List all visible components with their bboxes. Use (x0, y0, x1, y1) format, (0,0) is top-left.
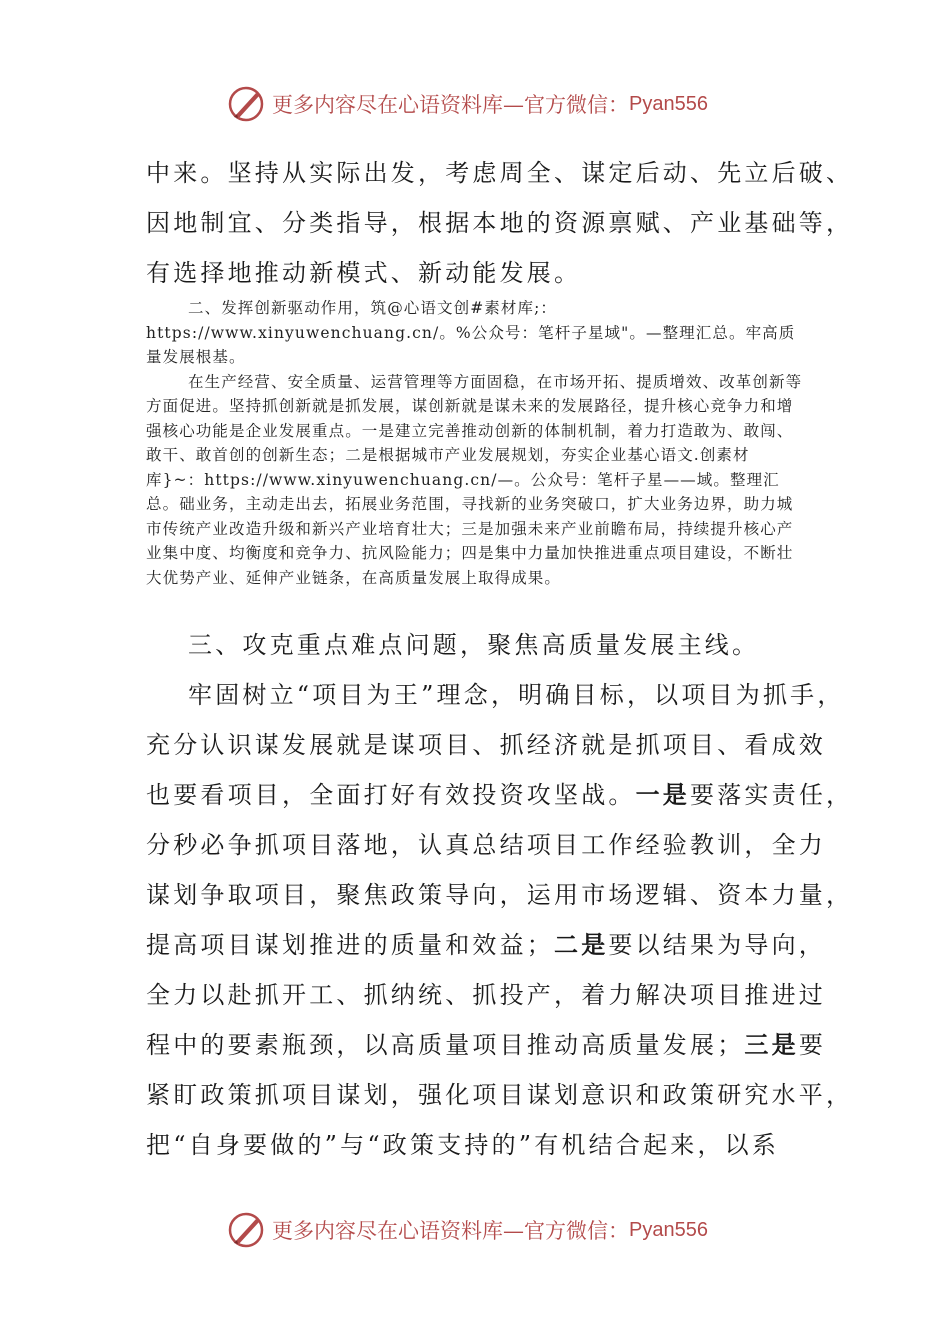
body-line: 把“自身要做的”与“政策支持的”有机结合起来，以系 (146, 1131, 780, 1159)
header-banner (226, 82, 708, 126)
footer-banner-text: 更多内容尽在心语资料库—官方微信： (272, 1219, 629, 1243)
body-line: 全力以赴抓开工、抓纳统、抓投产，着力解决项目推进过 (146, 981, 826, 1009)
emphasis-first: 一是 (635, 780, 691, 809)
body-line: 分秒必争抓项目落地，认真总结项目工作经验教训，全力 (146, 831, 826, 859)
header-banner-brand: Pyan556 (629, 92, 708, 115)
pen-logo-icon (226, 1210, 266, 1250)
footer-banner (226, 1208, 708, 1252)
section3-heading: 三、攻克重点难点问题，聚焦高质量发展主线。 (188, 631, 760, 659)
emphasis-second: 二是 (554, 930, 609, 959)
body-line: 充分认识谋发展就是谋项目、抓经济就是抓项目、看成效 (146, 731, 826, 759)
body-line: 紧盯政策抓项目谋划，强化项目谋划意识和政策研究水平， (146, 1081, 854, 1109)
body-line: 有选择地推动新模式、新动能发展。 (146, 259, 582, 287)
body-line: 也要看项目，全面打好有效投资攻坚战。一是要落实责任， (146, 780, 854, 809)
body-line: 谋划争取项目，聚焦政策导向，运用市场逻辑、资本力量， (146, 881, 854, 909)
body-line: 因地制宜、分类指导，根据本地的资源禀赋、产业基础等， (146, 209, 854, 237)
section2-paragraph-2: 在生产经营、安全质量、运营管理等方面固稳，在市场开拓、提质增效、改革创新等方面促进。坚持抓创新就是抓发展，谋创新就是谋未来的发展路径，提升核心竞争力和增强核心功能是企业发展重点。一是建立完善推动创新的体制机制，着力打造敢为、敢闯、敢干、敢首创的创新生态；二是根据城市产业发展规划，夯实企业基心语文.创素材库}~：https://www.xinyuwenchuang.cn/—。公众号：笔杆子星——域。整理汇总。础业务，主动走出去，拓展业务范围，寻找新的业务突破口，扩大业务边界，助力城市传统产业改造升级和新兴产业培育壮大；三是加强未来产业前瞻布局，持续提升核心产业集中度、均衡度和竞争力、抗风险能力；四是集中力量加快推进重点项目建设，不断壮大优势产业、延伸产业链条，在高质量发展上取得成果。 (146, 372, 803, 587)
body-line: 程中的要素瓶颈，以高质量项目推动高质量发展；三是要 (146, 1030, 827, 1059)
body-line: 提高项目谋划推进的质量和效益；二是要以结果为导向， (146, 930, 827, 959)
section2-paragraph-1: 二、发挥创新驱动作用，筑@心语文创#素材库;：https://www.xinyuwenchuang.cn/。%公众号：笔杆子星域"。—整理汇总。牢高质量发展根基。 (146, 299, 796, 366)
pen-logo-icon (226, 84, 266, 124)
header-banner-text: 更多内容尽在心语资料库—官方微信： (272, 93, 629, 117)
body-line: 中来。坚持从实际出发，考虑周全、谋定后动、先立后破、 (146, 159, 854, 187)
section2-block (146, 296, 806, 590)
body-line: 牢固树立“项目为王”理念，明确目标，以项目为抓手， (188, 681, 845, 709)
footer-banner-brand: Pyan556 (629, 1218, 708, 1241)
emphasis-third: 三是 (744, 1030, 799, 1059)
